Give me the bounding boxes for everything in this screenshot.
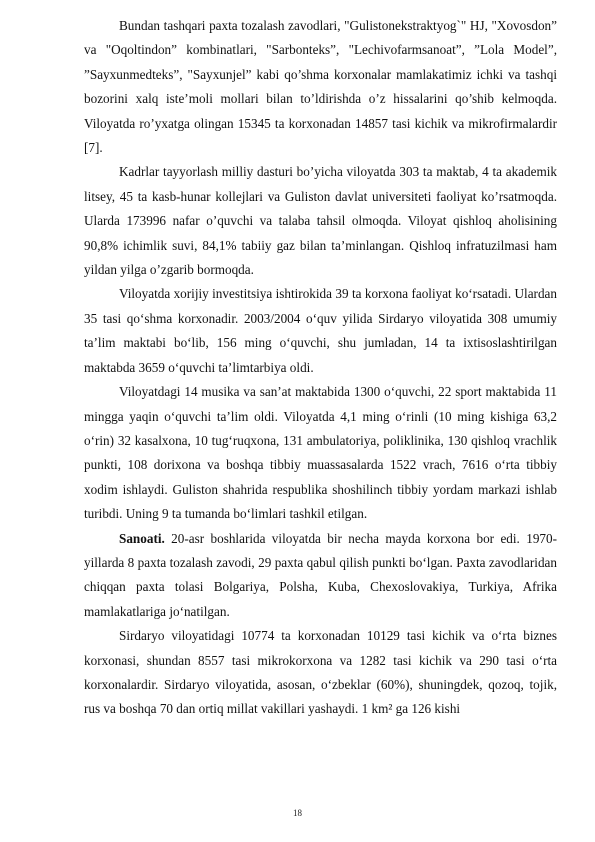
- section-heading-industry: Sanoati.: [119, 530, 165, 546]
- page-number: 18: [293, 808, 302, 818]
- paragraph-foreign-investment: Viloyatda xorijiy investitsiya ishtirokida 39 ta korxona faoliyat ko‘rsatadi. Ulardan 35 tasi qo‘shma korxonadir. 2003/2004 o‘quv yilida Sirdaryo viloyatida 308 umumiy ta’lim maktabi bo‘lib, 156 ming o‘quvchi, shu jumladan, 14 ta ixtisoslashtirilgan maktabda 3659 o‘quvchi ta’limtarbiya oldi.: [84, 286, 557, 375]
- paragraph-joint-ventures: Bundan tashqari paxta tozalash zavodlari, "Gulistonekstraktyog`" HJ, "Xovosdon” va "Oqoltindon” kombinatlari, "Sarbonteks”, "Lechivofarmsanoat”, ”Lola Model”, ”Sayxunmedteks”, "Sayxunjel” kabi qo’shma korxonalar mamlakatimiz ichki va tashqi bozorini xalq iste’moli mollari bilan to’ldirishda o’z hissalarini qo’shib kelmoqda. Viloyatda ro’yxatga olingan 15345 ta korxonadan 14857 tasi kichik va mikrofirmalardir [7].: [84, 18, 557, 156]
- paragraph-industry: [84, 527, 557, 625]
- paragraph-health-services: Viloyatdagi 14 musika va san’at maktabida 1300 o‘quvchi, 22 sport maktabida 11 mingga yaqin o‘quvchi ta’lim oldi. Viloyatda 4,1 ming o‘rinli (10 ming kishiga 63,2 o‘rin) 32 kasalxona, 10 tug‘ruqxona, 131 ambulatoriya, poliklinika, 130 qishloq vrachlik punkti, 108 dorixona va boshqa tibbiy muassasalarda 1522 vrach, 7616 o‘rta tibbiy xodim ishlaydi. Guliston shahrida respublika shoshilinch tibbiy yordam markazi ishlab turibdi. Uning 9 ta tumanda bo‘limlari tashkil etilgan.: [84, 384, 557, 522]
- document-body: [84, 14, 557, 722]
- paragraph-education-infrastructure: Kadrlar tayyorlash milliy dasturi bo’yicha viloyatda 303 ta maktab, 4 ta akademik litsey, 45 ta kasb-hunar kollejlari va Guliston davlat universiteti faoliyat ko’rsatmoqda. Ularda 173996 nafar o’quvchi va talaba tahsil olmoqda. Viloyat qishloq aholisining 90,8% ichimlik suvi, 84,1% tabiiy gaz bilan ta’minlangan. Qishloq infratuzilmasi ham yildan yilga o’zgarib bormoqda.: [84, 164, 557, 278]
- industry-text: 20-asr boshlarida viloyatda bir necha mayda korxona bor edi. 1970-yillarda 8 paxta tozalash zavodi, 29 paxta qabul qilish punkti bo‘lgan. Paxta zavodlaridan chiqqan paxta tolasi Bolgariya, Polsha, Kuba, Chexoslovakiya, Turkiya, Afrika mamlakatlariga jo‘natilgan.: [84, 530, 557, 619]
- paragraph-business-population: Sirdaryo viloyatidagi 10774 ta korxonadan 10129 tasi kichik va o‘rta biznes korxonasi, shundan 8557 tasi mikrokorxona va 1282 tasi kichik va 290 tasi o‘rta korxonalardir. Sirdaryo viloyatida, asosan, o‘zbeklar (60%), shuningdek, qozoq, tojik, rus va boshqa 70 dan ortiq millat vakillari yashaydi. 1 km² ga 126 kishi: [84, 628, 557, 717]
